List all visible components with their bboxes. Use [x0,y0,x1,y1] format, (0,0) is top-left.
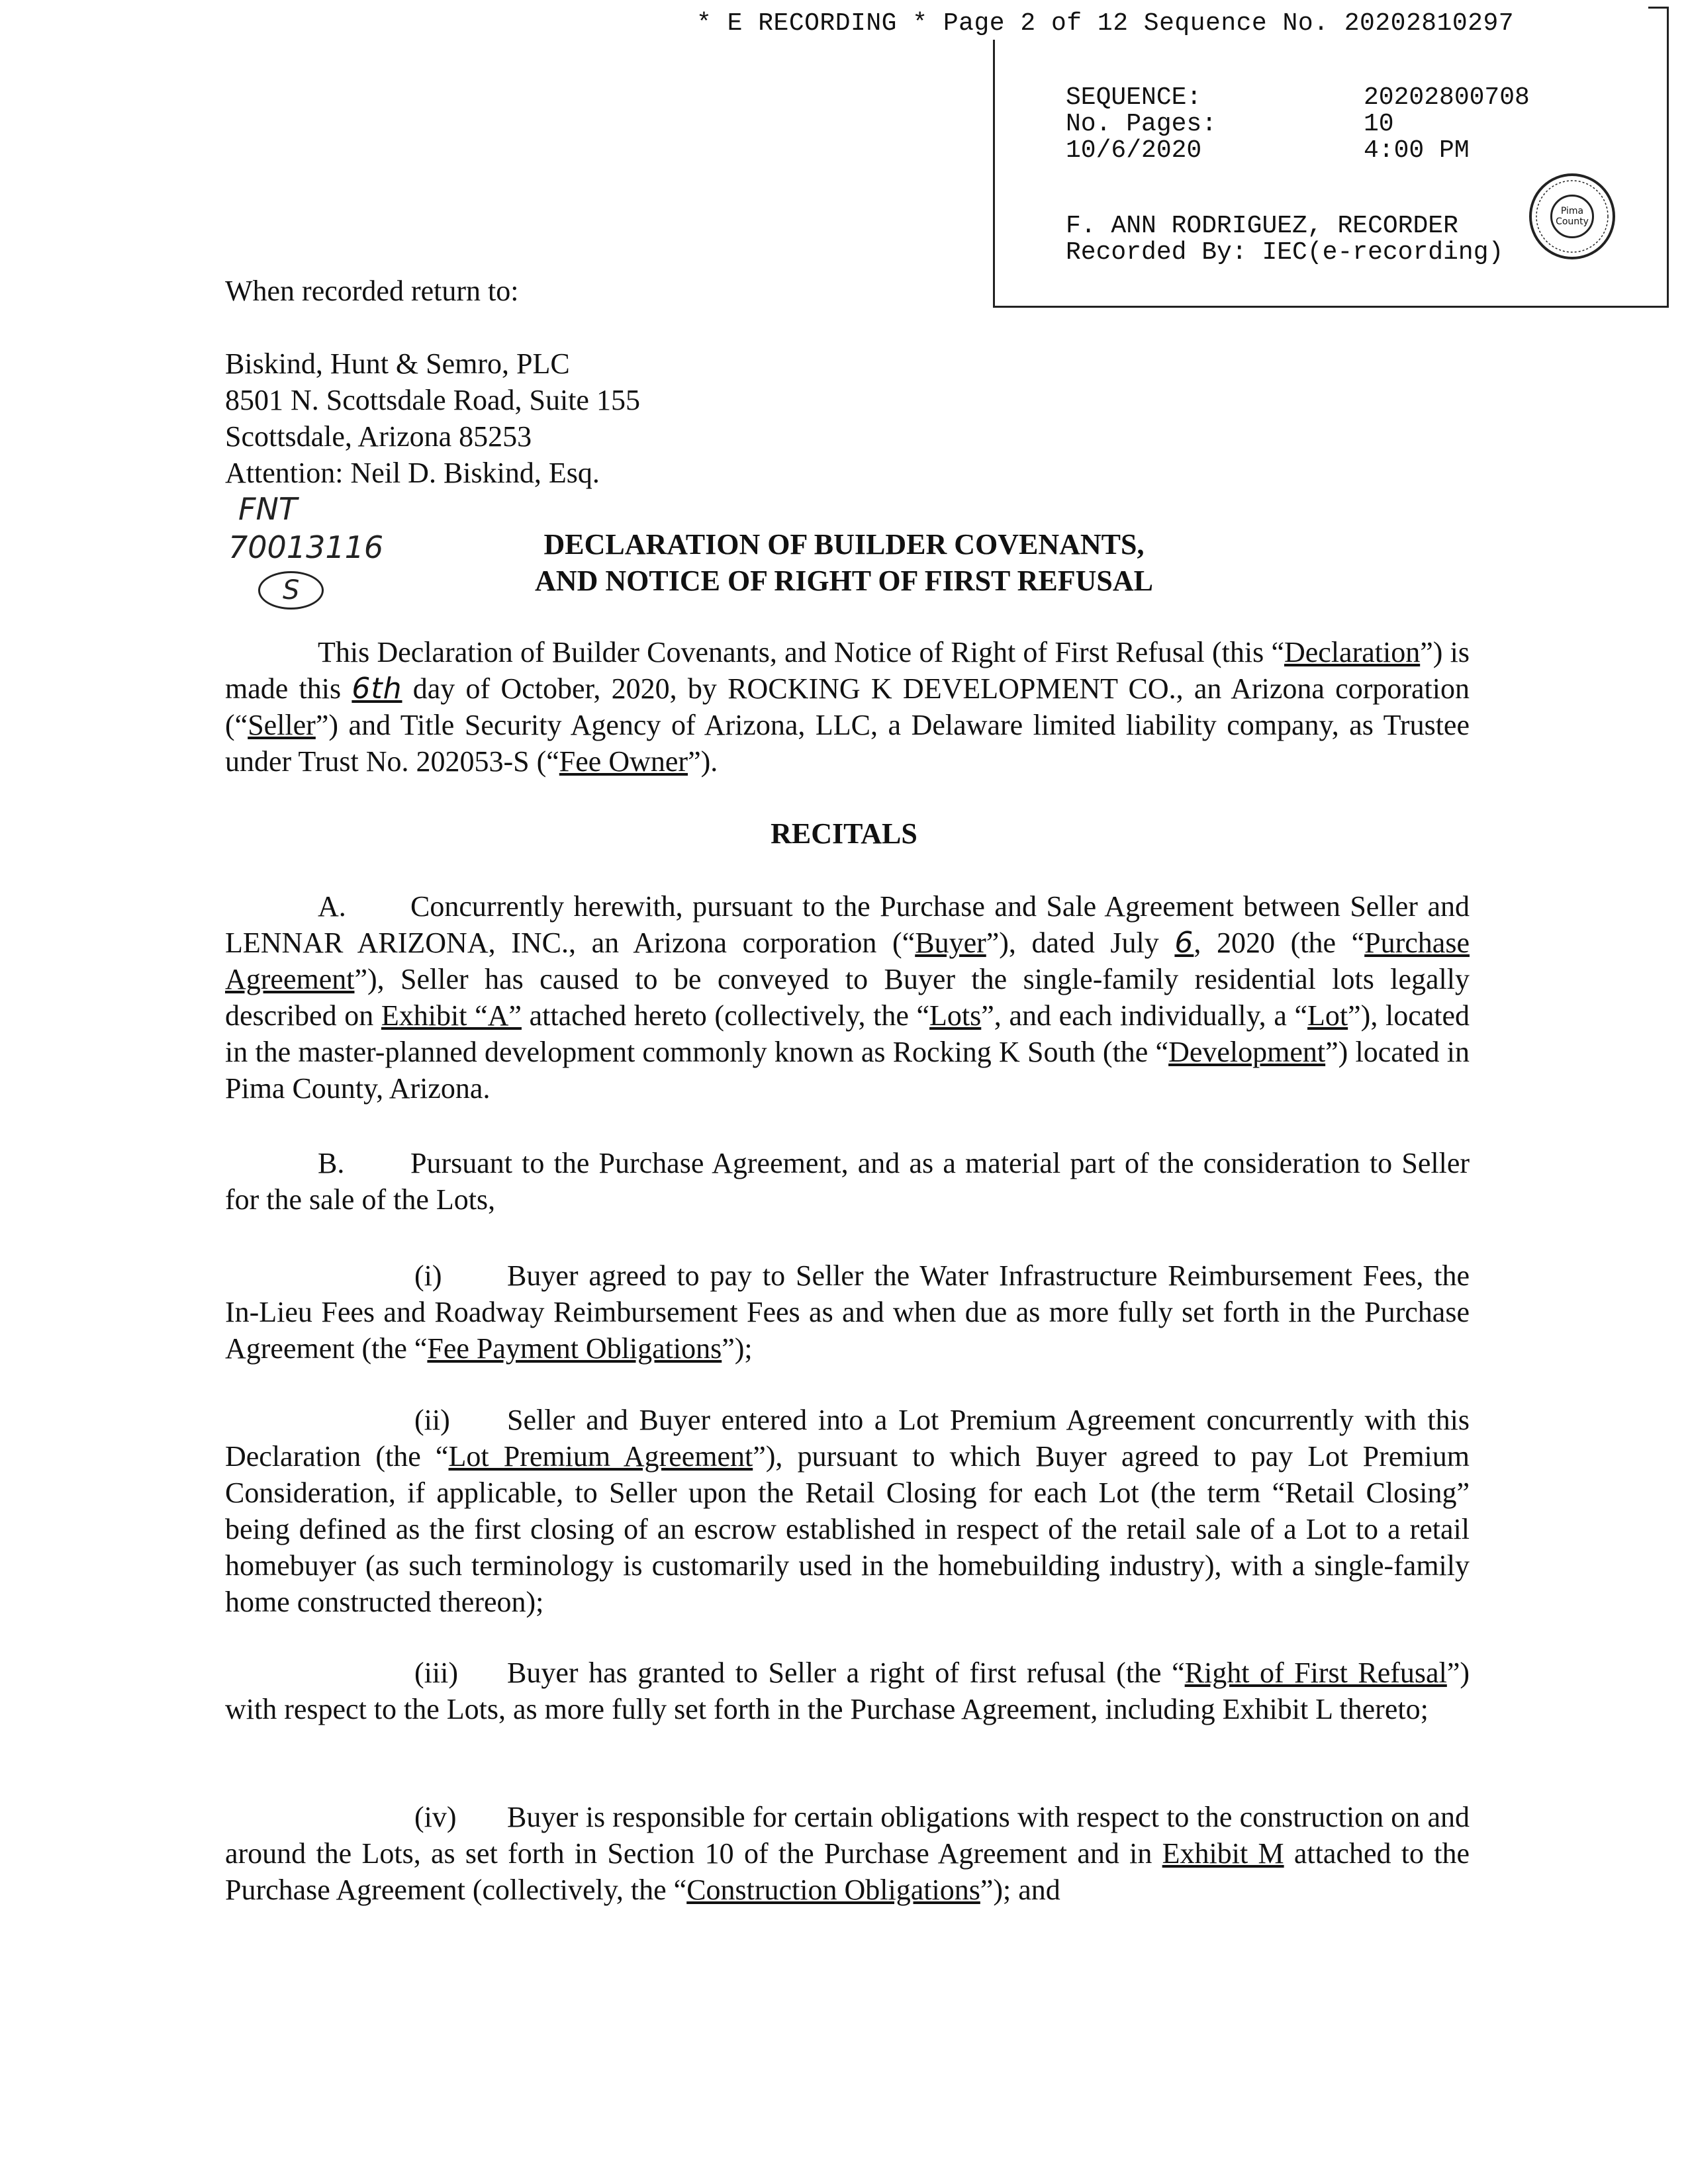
recording-time: 4:00 PM [1364,136,1470,165]
recording-date: 10/6/2020 [1066,136,1202,165]
defined-term: Development [1168,1036,1326,1068]
exhibit-reference: Exhibit “A” [381,999,522,1032]
recital-label: B. [318,1147,345,1179]
defined-term: Declaration [1284,636,1421,668]
handwritten-note: 70013116 [228,529,384,565]
recital-b-item-iv: (iv) Buyer is responsible for certain obligations with respect to the construction on and around the Lots, as set forth in Section 10 of the Purchase Agreement and in Exhibit M attached to the Purchase Agreement (collectively, the “Construction Obligations”); and [225,1799,1470,1908]
recital-b: B. Pursuant to the Purchase Agreement, and as a material part of the consideration to Seller for the sale of the Lots, [225,1145,1470,1218]
return-address-line: Attention: Neil D. Biskind, Esq. [225,457,600,489]
defined-term: Buyer [915,927,986,959]
recital-b-item-i: (i) Buyer agreed to pay to Seller the Water Infrastructure Reimbursement Fees, the In-Lieu Fees and Roadway Reimbursement Fees as and when due as more fully set forth in the Purchase Agreement (the “Fee Payment Obligations”); [225,1257,1470,1367]
handwritten-day: 6 [1174,926,1194,960]
recorded-by: Recorded By: IEC(e-recording) [1066,238,1504,267]
defined-term: Seller [248,709,316,741]
return-address-line: 8501 N. Scottsdale Road, Suite 155 [225,384,640,416]
defined-term: Fee Payment Obligations [427,1332,722,1365]
item-label: (iv) [414,1801,457,1833]
pages-value: 10 [1364,110,1394,138]
return-address-line: Scottsdale, Arizona 85253 [225,420,532,453]
recital-b-item-ii: (ii) Seller and Buyer entered into a Lot Premium Agreement concurrently with this Declaration (the “Lot Premium Agreement”), pursuant to which Buyer agreed to pay Lot Premium Consideration, if applicable, to Seller upon the Retail Closing for each Lot (the term “Retail Closing” being defined as the first closing of an escrow established in respect of the retail sale of a Lot to a retail homebuyer (as such terminology is customarily used in the homebuilding industry), with a single-family home constructed thereon); [225,1402,1470,1620]
defined-term: Lot Premium Agreement [448,1440,753,1473]
handwritten-day: 6th [352,672,402,705]
defined-term: Right of First Refusal [1184,1657,1447,1689]
recording-stamp [0,0,1688,318]
intro-paragraph: This Declaration of Builder Covenants, and Notice of Right of First Refusal (this “Declaration”) is made this 6th day of October, 2020, by ROCKING K DEVELOPMENT CO., an Arizona corporation (“Seller”) and Title Security Agency of Arizona, LLC, a Delaware limited liability company, as Trustee under Trust No. 202053-S (“Fee Owner”). [225,636,1470,778]
defined-term: Purchase Agreement [225,927,1470,995]
sequence-label: SEQUENCE: [1066,83,1202,112]
exhibit-reference: Exhibit M [1162,1837,1284,1870]
recorder-name: F. ANN RODRIGUEZ, RECORDER [1066,212,1458,240]
pages-label: No. Pages: [1066,110,1217,138]
document-title-line-1: DECLARATION OF BUILDER COVENANTS, [543,528,1145,561]
item-label: (ii) [414,1404,450,1436]
handwritten-circled-letter: S [258,571,324,610]
return-address-line: Biskind, Hunt & Semro, PLC [225,347,570,380]
defined-term: Lots [929,999,982,1032]
recital-b-item-iii: (iii) Buyer has granted to Seller a right of first refusal (the “Right of First Refusal”) with respect to the Lots, as more fully set forth in the Purchase Agreement, including Exhibit L thereto; [225,1655,1470,1727]
defined-term: Construction Obligations [686,1874,980,1906]
recitals-heading: RECITALS [771,817,917,850]
defined-term: Lot [1307,999,1348,1032]
defined-term: Fee Owner [559,745,688,778]
item-label: (iii) [414,1657,458,1689]
sequence-value: 20202800708 [1364,83,1530,112]
document-title-line-2: AND NOTICE OF RIGHT OF FIRST REFUSAL [535,565,1153,597]
return-address [225,345,640,491]
recital-a: A. Concurrently herewith, pursuant to the Purchase and Sale Agreement between Seller and LENNAR ARIZONA, INC., an Arizona corporation (“Buyer”), dated July 6, 2020 (the “Purchase Agreement”), Seller has caused to be conveyed to Buyer the single-family residential lots legally described on Exhibit “A” attached hereto (collectively, the “Lots”, and each individually, a “Lot”), located in the master-planned development commonly known as Rocking K South (the “Development”) located in Pima County, Arizona. [225,888,1470,1107]
item-label: (i) [414,1259,442,1292]
recording-header: * E RECORDING * Page 2 of 12 Sequence No. 20202810297 [696,9,1515,38]
recital-label: A. [318,890,346,923]
handwritten-note: FNT [238,491,297,527]
return-to-label: When recorded return to: [225,275,519,307]
county-recorder-seal-icon: Pima County [1529,173,1615,259]
